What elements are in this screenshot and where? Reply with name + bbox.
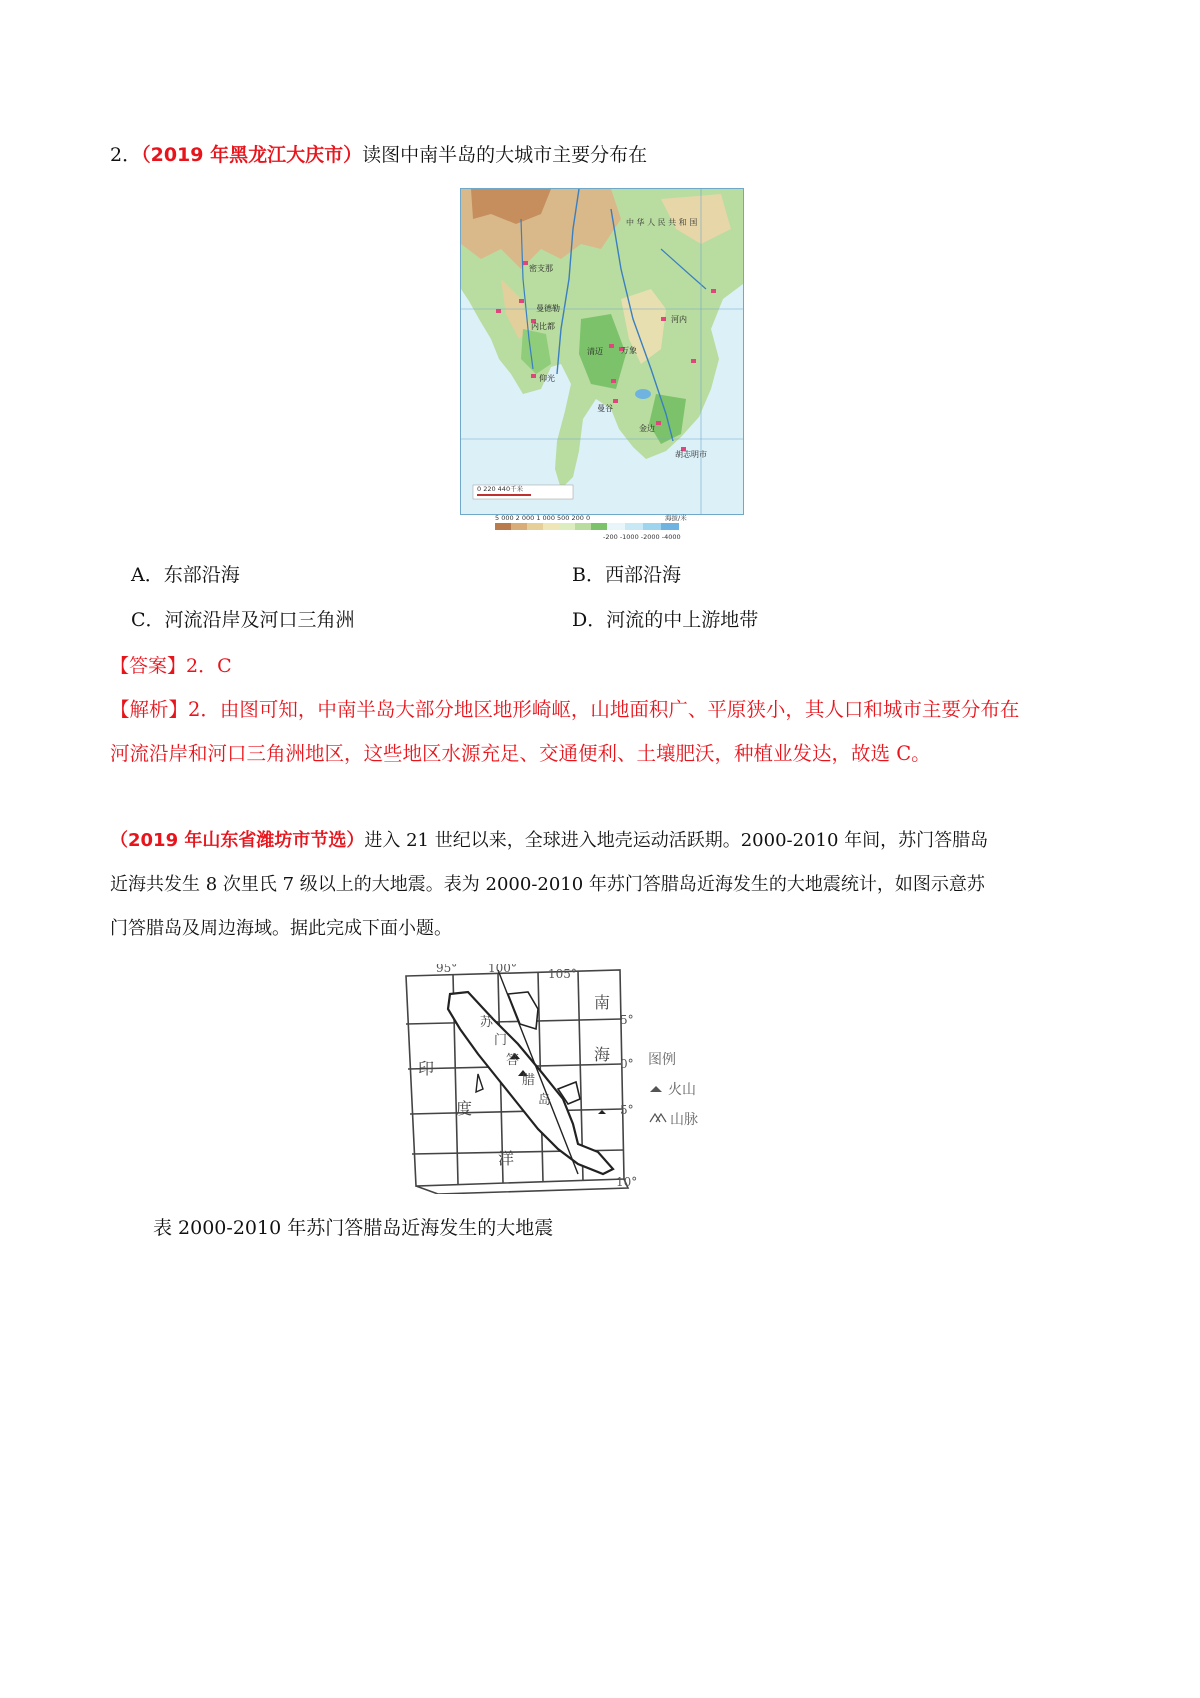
- question-number: 2．: [110, 144, 142, 166]
- map-city-label: 河内: [671, 315, 687, 324]
- option-letter: B．: [572, 564, 605, 586]
- sketch-island-char: 腊: [522, 1073, 536, 1088]
- map-city-label: 内比都: [531, 322, 555, 331]
- map-city-label: 金边: [639, 424, 655, 433]
- sketch-legend-mountain: 山脉: [670, 1112, 698, 1128]
- map-city-label: 胡志明市: [675, 450, 707, 459]
- sketch-right-label: 5°: [620, 1013, 634, 1027]
- sketch-legend-volcano: 火山: [668, 1082, 696, 1098]
- map-scale-label: 0 220 440千米: [477, 485, 524, 493]
- question-source: （2019 年黑龙江大庆市）: [141, 144, 363, 166]
- map-city-label: 万象: [621, 346, 637, 355]
- indochina-map: [460, 188, 744, 515]
- sketch-right-label: 10°: [616, 1175, 638, 1189]
- sketch-sea-label: 度: [456, 1099, 473, 1118]
- option-text: 西部沿海: [604, 564, 681, 586]
- group-intro-line-3: 门答腊岛及周边海域。据此完成下面小题。: [110, 918, 452, 939]
- option-letter: A．: [131, 564, 164, 586]
- analysis-line-1: 【解析】2．由图可知，中南半岛大部分地区地形崎岖，山地面积广、平原狭小，其人口和城市主要分布在: [110, 698, 1020, 721]
- question-2-stem: [110, 143, 647, 167]
- legend-sea-values: -200 -1000 -2000 -4000: [603, 533, 681, 541]
- sketch-top-label: 100°: [488, 964, 517, 975]
- option-a: [131, 563, 240, 587]
- group-intro-line-2: 近海共发生 8 次里氏 7 级以上的大地震。表为 2000-2010 年苏门答腊岛近海发生的大地震统计，如图示意苏: [110, 874, 985, 895]
- sketch-legend-title: 图例: [648, 1052, 676, 1068]
- sumatra-sketch-map: [398, 964, 728, 1194]
- sketch-island-char: 答: [506, 1053, 520, 1068]
- sketch-sea-label: 海: [594, 1045, 611, 1064]
- legend-unit: 海拔/米: [665, 514, 687, 522]
- sketch-top-label: 105°: [548, 967, 577, 981]
- sketch-sea-label: 印: [418, 1059, 435, 1078]
- sketch-right-label: 5°: [620, 1103, 634, 1117]
- answer-line: 【答案】2．C: [110, 655, 232, 677]
- map-country-label: 中 华 人 民 共 和 国: [626, 218, 698, 227]
- map-city-label: 密支那: [529, 264, 553, 273]
- option-letter: D．: [572, 609, 607, 631]
- group-intro-line-1: [110, 829, 988, 853]
- map-city-label: 仰光: [539, 374, 555, 383]
- sketch-island-char: 岛: [538, 1093, 552, 1108]
- map-legend: [495, 513, 715, 543]
- analysis-line-2: 河流沿岸和河口三角洲地区，这些地区水源充足、交通便利、土壤肥沃，种植业发达，故选 C。: [110, 742, 931, 765]
- group-source: （2019 年山东省潍坊市节选）: [110, 830, 365, 851]
- map-city-label: 曼德勒: [536, 304, 560, 313]
- sketch-right-label: 0°: [620, 1057, 634, 1071]
- option-b: [572, 563, 681, 587]
- question-text: 读图中南半岛的大城市主要分布在: [362, 144, 648, 166]
- sketch-island-char: 苏: [480, 1015, 494, 1030]
- table-caption: 表 2000-2010 年苏门答腊岛近海发生的大地震: [153, 1217, 554, 1239]
- option-letter: C．: [131, 609, 165, 631]
- sumatra-sketch-graphic: [398, 964, 728, 1194]
- map-legend-graphic: [495, 513, 715, 543]
- map-city-label: 清迈: [587, 347, 603, 356]
- group-intro-text-1: 进入 21 世纪以来，全球进入地壳运动活跃期。2000-2010 年间，苏门答腊岛: [364, 830, 989, 851]
- sketch-sea-label: 南: [594, 993, 611, 1012]
- sketch-sea-label: 洋: [498, 1149, 515, 1168]
- option-text: 河流的中上游地带: [606, 609, 759, 631]
- indochina-map-graphic: [461, 189, 743, 514]
- option-text: 河流沿岸及河口三角洲: [164, 609, 355, 631]
- option-text: 东部沿海: [163, 564, 240, 586]
- option-d: [572, 608, 758, 632]
- map-city-label: 曼谷: [597, 404, 613, 413]
- sketch-top-label: 95°: [436, 964, 458, 975]
- sketch-island-char: 门: [494, 1033, 508, 1048]
- option-c: [131, 608, 355, 632]
- legend-land-values: 5 000 2 000 1 000 500 200 0: [495, 514, 591, 522]
